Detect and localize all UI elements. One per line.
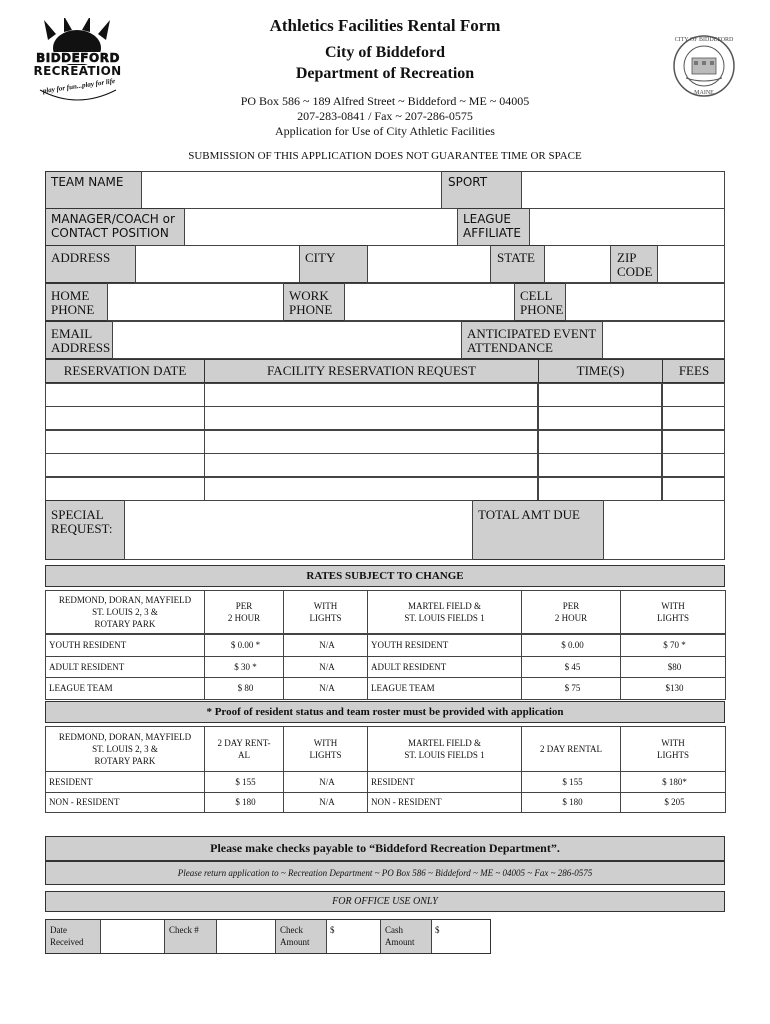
rates1-row-cell: $ 45 (521, 656, 621, 679)
rates2-row-cell: N/A (283, 792, 368, 814)
email-label-2: ADDRESS (51, 340, 111, 355)
rates1-row-cell: $ 80 (204, 677, 284, 700)
rates1-row-cell: YOUTH RESIDENT (45, 634, 205, 657)
team-name-input[interactable] (141, 171, 442, 209)
rates2-row-cell: $ 180* (620, 771, 726, 793)
return-banner (45, 861, 725, 885)
facility-request-input[interactable] (204, 406, 538, 430)
reservation-date-input[interactable] (45, 453, 205, 477)
form-title: Athletics Facilities Rental Form (269, 16, 501, 35)
rates2-head-lights-rate: WITH LIGHTS (283, 726, 368, 772)
times-header: TIME(S) (576, 363, 625, 378)
rates1-row-cell: LEAGUE TEAM (367, 677, 522, 700)
rates2-head-lights-rate: WITH LIGHTS (620, 726, 726, 772)
rates1-head-field-group: MARTEL FIELD & ST. LOUIS FIELDS 1 (367, 590, 522, 634)
special-request-label-1: SPECIAL (51, 507, 104, 522)
office-use-banner (45, 891, 725, 912)
manager-label-2: CONTACT POSITION (51, 226, 169, 240)
total-due-input[interactable] (603, 500, 725, 560)
rates1-row-cell: YOUTH RESIDENT (367, 634, 522, 657)
rates1-row-cell: ADULT RESIDENT (367, 656, 522, 679)
home-phone-label-1: HOME (51, 288, 90, 303)
email-input[interactable] (112, 321, 462, 359)
rates2-head-field-group: MARTEL FIELD & ST. LOUIS FIELDS 1 (367, 726, 522, 772)
rates1-row-cell: $ 75 (521, 677, 621, 700)
date-received-label-1: Date (50, 925, 67, 935)
seal-top-text: CITY OF BIDDEFORD (674, 37, 734, 43)
zip-label-1: ZIP (617, 250, 637, 265)
total-due-label: TOTAL AMT DUE (478, 507, 580, 522)
fees-input[interactable] (662, 453, 725, 477)
reservation-date-input[interactable] (45, 383, 205, 407)
phone-fax: 207-283-0841 / Fax ~ 207-286-0575 (297, 109, 473, 123)
attendance-input[interactable] (602, 321, 725, 359)
work-phone-input[interactable] (344, 283, 515, 321)
rates2-head-rate: 2 DAY RENT- AL (204, 726, 284, 772)
address-label: ADDRESS (51, 250, 111, 265)
cash-amount-label-2: Amount (385, 937, 415, 947)
rates2-row-cell: RESIDENT (45, 771, 205, 793)
logo-tagline: play for fun...play for life (42, 76, 116, 96)
rates1-row-cell: N/A (283, 677, 368, 700)
sport-label: SPORT (448, 175, 488, 189)
league-input[interactable] (529, 208, 725, 246)
manager-input[interactable] (184, 208, 458, 246)
special-request-label-2: REQUEST: (51, 521, 113, 536)
rates-banner (45, 565, 725, 587)
checks-payable-text: Please make checks payable to “Biddeford Recreation Department”. (210, 841, 560, 855)
mailing-address: PO Box 586 ~ 189 Alfred Street ~ Biddeford ~ ME ~ 04005 (240, 94, 530, 108)
facility-request-input[interactable] (204, 383, 538, 407)
date-received-label-2: Received (50, 937, 84, 947)
work-phone-label-2: PHONE (289, 302, 333, 317)
rates2-row-cell: NON - RESIDENT (45, 792, 205, 814)
fees-input[interactable] (662, 406, 725, 430)
reservation-date-input[interactable] (45, 406, 205, 430)
rates1-head-field-group: REDMOND, DORAN, MAYFIELD ST. LOUIS 2, 3 & ROTARY PARK (45, 590, 205, 634)
check-amount-label-1: Check (280, 925, 303, 935)
checks-payable-banner (45, 836, 725, 861)
cash-dollar-sign: $ (435, 925, 440, 935)
zip-label-2: CODE (617, 264, 653, 279)
rates1-head-rate: PER 2 HOUR (204, 590, 284, 634)
rates1-row-cell: ADULT RESIDENT (45, 656, 205, 679)
return-text: Please return application to ~ Recreation Department ~ PO Box 586 ~ Biddeford ~ ME ~ 04005 ~ Fax ~ 286-0575 (177, 868, 593, 878)
rates1-row-cell: $ 30 * (204, 656, 284, 679)
check-amount-label-2: Amount (280, 937, 310, 947)
rates2-row-cell: $ 155 (204, 771, 284, 793)
times-input[interactable] (538, 430, 662, 454)
logo-line1: BIDDEFORD (34, 52, 122, 64)
city-input[interactable] (367, 245, 491, 283)
cell-phone-input[interactable] (565, 283, 725, 321)
check-dollar-sign: $ (330, 925, 335, 935)
manager-label-1: MANAGER/COACH or (51, 212, 175, 226)
proof-banner (45, 701, 725, 723)
facility-request-input[interactable] (204, 477, 538, 501)
rates1-row-cell: $80 (620, 656, 726, 679)
fees-header: FEES (678, 363, 710, 378)
fees-input[interactable] (662, 477, 725, 501)
times-input[interactable] (538, 383, 662, 407)
rates2-row-cell: $ 155 (521, 771, 621, 793)
date-received-input[interactable] (100, 920, 165, 953)
team-name-label: TEAM NAME (51, 175, 124, 189)
reservation-date-input[interactable] (45, 430, 205, 454)
rates1-row-cell: N/A (283, 634, 368, 657)
fees-input[interactable] (662, 430, 725, 454)
proof-banner-text: * Proof of resident status and team roster must be provided with application (206, 706, 564, 718)
rates1-row-cell: $ 0.00 * (204, 634, 284, 657)
department-name: Department of Recreation (295, 65, 475, 82)
cell-phone-label-2: PHONE (520, 302, 564, 317)
facility-request-input[interactable] (204, 453, 538, 477)
seal-bottom-text: MAINE (694, 90, 714, 96)
rates2-row-cell: $ 180 (204, 792, 284, 814)
sport-input[interactable] (521, 171, 725, 209)
rates2-row-cell: NON - RESIDENT (367, 792, 522, 814)
rates1-row-cell: $130 (620, 677, 726, 700)
times-input[interactable] (538, 406, 662, 430)
home-phone-input[interactable] (107, 283, 284, 321)
rates2-row-cell: $ 180 (521, 792, 621, 814)
rates-banner-text: RATES SUBJECT TO CHANGE (306, 570, 464, 582)
check-number-label: Check # (169, 925, 199, 935)
reservation-date-input[interactable] (45, 477, 205, 501)
state-input[interactable] (544, 245, 611, 283)
home-phone-label-2: PHONE (51, 302, 95, 317)
rates1-head-rate: PER 2 HOUR (521, 590, 621, 634)
city-label: CITY (305, 250, 336, 265)
facility-request-header: FACILITY RESERVATION REQUEST (267, 363, 476, 378)
form-purpose: Application for Use of City Athletic Facilities (275, 124, 495, 138)
attendance-label-2: ATTENDANCE (467, 340, 553, 355)
attendance-label-1: ANTICIPATED EVENT (467, 326, 597, 341)
cash-amount-label-1: Cash (385, 925, 403, 935)
rates1-head-lights-rate: WITH LIGHTS (620, 590, 726, 634)
work-phone-label-1: WORK (289, 288, 329, 303)
facility-request-input[interactable] (204, 430, 538, 454)
special-request-input[interactable] (124, 500, 473, 560)
rates2-row-cell: N/A (283, 771, 368, 793)
rates1-row-cell: LEAGUE TEAM (45, 677, 205, 700)
times-input[interactable] (538, 453, 662, 477)
rates2-head-rate: 2 DAY RENTAL (521, 726, 621, 772)
rates1-row-cell: $ 70 * (620, 634, 726, 657)
league-label-1: LEAGUE (463, 212, 511, 226)
zip-input[interactable] (657, 245, 725, 283)
guarantee-notice: SUBMISSION OF THIS APPLICATION DOES NOT GUARANTEE TIME OR SPACE (188, 150, 582, 162)
fees-input[interactable] (662, 383, 725, 407)
cell-phone-label-1: CELL (520, 288, 553, 303)
league-label-2: AFFILIATE (463, 226, 521, 240)
reservation-date-header: RESERVATION DATE (63, 363, 187, 378)
office-use-text: FOR OFFICE USE ONLY (332, 896, 438, 907)
check-number-input[interactable] (216, 920, 276, 953)
rates2-head-field-group: REDMOND, DORAN, MAYFIELD ST. LOUIS 2, 3 & ROTARY PARK (45, 726, 205, 772)
times-input[interactable] (538, 477, 662, 501)
rates1-head-lights-rate: WITH LIGHTS (283, 590, 368, 634)
state-label: STATE (497, 250, 535, 265)
rates1-row-cell: $ 0.00 (521, 634, 621, 657)
address-input[interactable] (135, 245, 300, 283)
city-name: City of Biddeford (325, 44, 445, 61)
rates2-row-cell: $ 205 (620, 792, 726, 814)
logo-line2: RECREATION (30, 65, 125, 77)
rates1-row-cell: N/A (283, 656, 368, 679)
rates2-row-cell: RESIDENT (367, 771, 522, 793)
email-label-1: EMAIL (51, 326, 93, 341)
